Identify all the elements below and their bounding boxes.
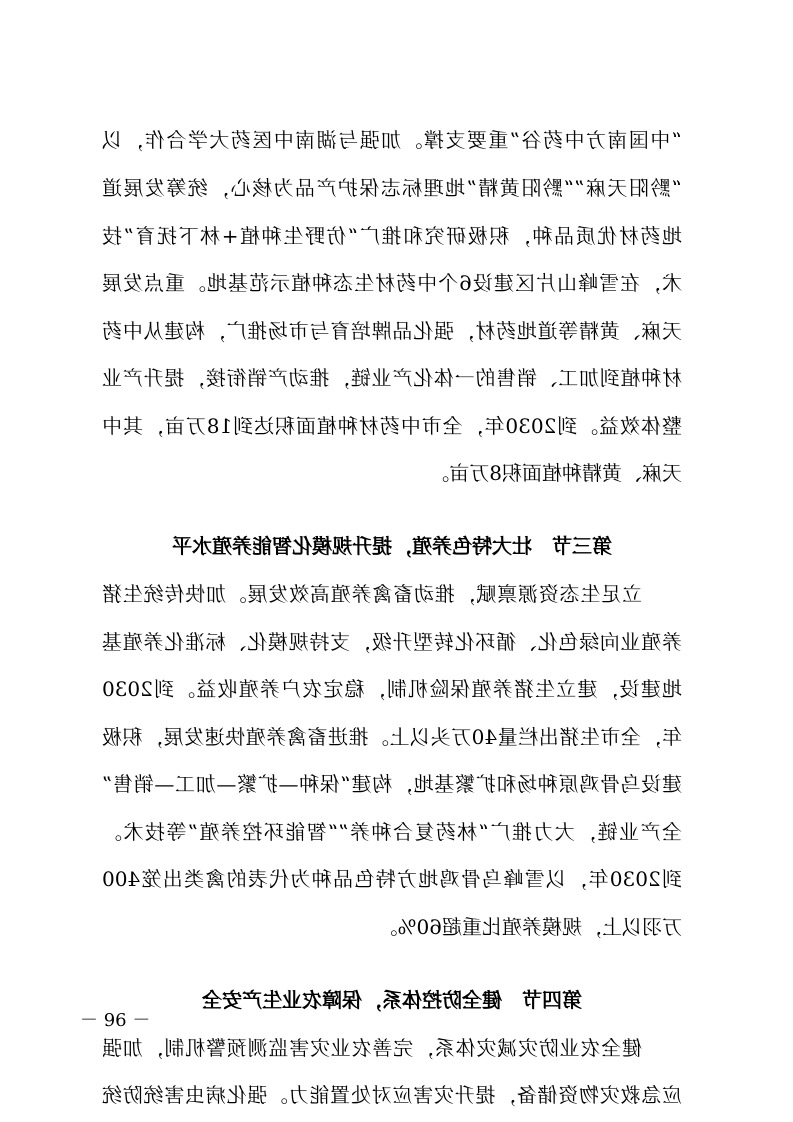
paragraph-line: 地药材优质品种，积极研究和推广“仿野生种植+林下抚育”技 (102, 224, 682, 248)
paragraph-line: 全产业链，大力推广“林药复合种养”“智能环控养殖”等技术。 (102, 820, 682, 844)
paragraph-line: 应急救灾物资储备，提升灾害应对处置能力。强化病虫害统防统 (102, 1083, 682, 1107)
paragraph-line: 养殖业向绿色化、循环化转型升级，支持规模化、标准化养殖基 (102, 630, 682, 654)
paragraph-line: 年，全市生猪出栏量40万头以上。推进畜禽养殖快速发展，积极 (102, 725, 682, 749)
paragraph-line: 术，在雪峰山片区建设6个中药材生态种植示范基地。重点发展 (102, 271, 682, 295)
section-heading: 第三节 壮大特色养殖，提升规模化智能养殖水平 (172, 534, 612, 558)
paragraph-line: 地建设，建立生猪养殖保险机制，稳定农户养殖收益。到2030 (102, 677, 682, 701)
paragraph-line: “黔阳天麻”“黔阳黄精”地理标志保护产品为核心，统筹发展道 (102, 176, 682, 200)
paragraph-line: 天麻、黄精等道地药材，强化品牌培育与市场推广，构建从中药 (102, 319, 682, 343)
section-heading: 第四节 健全防控体系，保障农业生产安全 (202, 988, 582, 1012)
paragraph-line: “中国南方中药谷”重要支撑。加强与湖南中医药大学合作，以 (102, 128, 682, 152)
paragraph-line: 天麻、黄精种植面积8万亩。 (429, 461, 682, 485)
paragraph-line: 健全农业防灾减灾体系，完善农业灾害监测预警机制，加强 (102, 1036, 642, 1060)
paragraph-line: 到2030年，以雪峰乌骨鸡地方特色品种为代表的禽类出笼400 (102, 867, 682, 891)
page-number: － 96 － (80, 1010, 151, 1031)
paragraph-line: 万羽以上，规模养殖比重超60%。 (377, 915, 682, 939)
paragraph-line: 立足生态资源禀赋，推动畜禽养殖高效发展。加快传统生猪 (102, 582, 642, 606)
paragraph-line: 建设乌骨鸡原种场和扩繁基地，构建“保种—扩繁—加工—销售” (102, 772, 682, 796)
paragraph-line: 材种植到加工、销售的一体化产业链，推动产销衔接，提升产业 (102, 366, 682, 390)
paragraph-line: 整体效益。到2030年，全市中药材种植面积达到18万亩，其中 (102, 414, 682, 438)
